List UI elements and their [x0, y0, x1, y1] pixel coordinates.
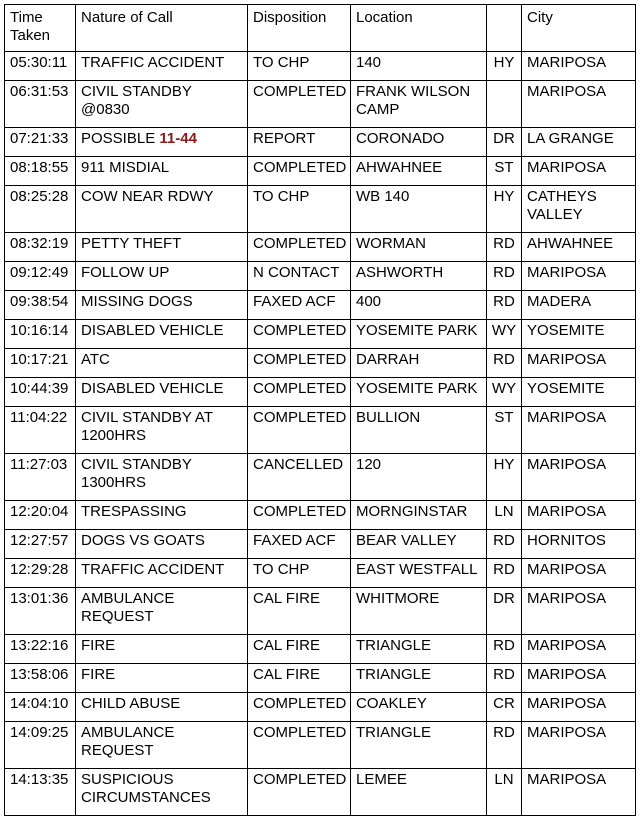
cell-disposition: FAXED ACF [248, 530, 351, 559]
cell-nature: TRAFFIC ACCIDENT [76, 559, 248, 588]
cell-suffix: RD [487, 722, 522, 769]
cell-disposition: CAL FIRE [248, 635, 351, 664]
cell-nature: CHILD ABUSE [76, 693, 248, 722]
table-row [5, 722, 636, 769]
cell-time: 12:20:04 [5, 501, 76, 530]
cell-city: MARIPOSA [522, 722, 636, 769]
cell-suffix: ST [487, 407, 522, 454]
cell-city: MARIPOSA [522, 407, 636, 454]
cell-nature: DISABLED VEHICLE [76, 320, 248, 349]
cell-location: TRIANGLE [351, 635, 487, 664]
cell-city: MARIPOSA [522, 664, 636, 693]
cell-disposition: CANCELLED [248, 454, 351, 501]
call-log-body [5, 52, 636, 816]
cell-location: FRANK WILSON CAMP [351, 81, 487, 128]
cell-city: MARIPOSA [522, 262, 636, 291]
header-row [5, 5, 636, 52]
cell-city: LA GRANGE [522, 128, 636, 157]
cell-suffix: WY [487, 378, 522, 407]
cell-nature: AMBULANCE REQUEST [76, 722, 248, 769]
table-row [5, 693, 636, 722]
cell-disposition: CAL FIRE [248, 664, 351, 693]
cell-suffix: HY [487, 52, 522, 81]
table-row [5, 378, 636, 407]
cell-city: YOSEMITE [522, 378, 636, 407]
cell-location: TRIANGLE [351, 722, 487, 769]
cell-time: 08:25:28 [5, 186, 76, 233]
cell-nature: CIVIL STANDBY 1300HRS [76, 454, 248, 501]
table-row [5, 664, 636, 693]
cell-suffix: DR [487, 128, 522, 157]
cell-time: 14:13:35 [5, 769, 76, 816]
cell-nature-code: 11-44 [159, 130, 197, 147]
cell-city: AHWAHNEE [522, 233, 636, 262]
cell-suffix: LN [487, 501, 522, 530]
cell-disposition: COMPLETED [248, 233, 351, 262]
cell-city: MARIPOSA [522, 157, 636, 186]
cell-city: MADERA [522, 291, 636, 320]
cell-time: 12:29:28 [5, 559, 76, 588]
cell-suffix: RD [487, 349, 522, 378]
cell-disposition: COMPLETED [248, 769, 351, 816]
cell-disposition: COMPLETED [248, 81, 351, 128]
cell-disposition: TO CHP [248, 52, 351, 81]
cell-disposition: TO CHP [248, 559, 351, 588]
cell-time: 08:18:55 [5, 157, 76, 186]
cell-city: CATHEYS VALLEY [522, 186, 636, 233]
cell-city: YOSEMITE [522, 320, 636, 349]
cell-suffix: RD [487, 635, 522, 664]
cell-disposition: COMPLETED [248, 693, 351, 722]
cell-nature: COW NEAR RDWY [76, 186, 248, 233]
cell-nature [76, 128, 248, 157]
cell-location: TRIANGLE [351, 664, 487, 693]
table-row [5, 588, 636, 635]
table-row [5, 157, 636, 186]
cell-disposition: COMPLETED [248, 722, 351, 769]
cell-time: 13:58:06 [5, 664, 76, 693]
cell-time: 14:09:25 [5, 722, 76, 769]
cell-nature: AMBULANCE REQUEST [76, 588, 248, 635]
cell-suffix: WY [487, 320, 522, 349]
cell-nature: FIRE [76, 635, 248, 664]
cell-nature: CIVIL STANDBY @0830 [76, 81, 248, 128]
header-city: City [522, 5, 636, 52]
cell-time: 13:22:16 [5, 635, 76, 664]
cell-time: 12:27:57 [5, 530, 76, 559]
cell-suffix: RD [487, 559, 522, 588]
table-row [5, 52, 636, 81]
table-row [5, 81, 636, 128]
header-location: Location [351, 5, 487, 52]
cell-location: ASHWORTH [351, 262, 487, 291]
cell-time: 09:12:49 [5, 262, 76, 291]
cell-location: MORNGINSTAR [351, 501, 487, 530]
cell-time: 07:21:33 [5, 128, 76, 157]
cell-nature: TRAFFIC ACCIDENT [76, 52, 248, 81]
cell-disposition: COMPLETED [248, 501, 351, 530]
table-row [5, 635, 636, 664]
cell-suffix: DR [487, 588, 522, 635]
cell-disposition: FAXED ACF [248, 291, 351, 320]
header-suffix [487, 5, 522, 52]
table-row [5, 233, 636, 262]
cell-city: HORNITOS [522, 530, 636, 559]
cell-suffix: HY [487, 186, 522, 233]
cell-suffix: RD [487, 262, 522, 291]
table-row [5, 262, 636, 291]
cell-nature-text: POSSIBLE [81, 130, 160, 147]
cell-suffix: RD [487, 664, 522, 693]
cell-nature: CIVIL STANDBY AT 1200HRS [76, 407, 248, 454]
cell-location: EAST WESTFALL [351, 559, 487, 588]
header-time-taken: Time Taken [5, 5, 76, 52]
cell-location: YOSEMITE PARK [351, 320, 487, 349]
cell-nature: 911 MISDIAL [76, 157, 248, 186]
cell-disposition: COMPLETED [248, 407, 351, 454]
cell-location: WB 140 [351, 186, 487, 233]
cell-time: 10:17:21 [5, 349, 76, 378]
cell-time: 10:16:14 [5, 320, 76, 349]
cell-nature: TRESPASSING [76, 501, 248, 530]
cell-time: 11:04:22 [5, 407, 76, 454]
cell-nature: SUSPICIOUS CIRCUMSTANCES [76, 769, 248, 816]
cell-location: YOSEMITE PARK [351, 378, 487, 407]
cell-suffix: CR [487, 693, 522, 722]
cell-city: MARIPOSA [522, 588, 636, 635]
cell-time: 09:38:54 [5, 291, 76, 320]
table-row [5, 501, 636, 530]
table-row [5, 530, 636, 559]
cell-time: 05:30:11 [5, 52, 76, 81]
cell-disposition: COMPLETED [248, 349, 351, 378]
table-row [5, 407, 636, 454]
cell-disposition: REPORT [248, 128, 351, 157]
cell-nature: FIRE [76, 664, 248, 693]
cell-city: MARIPOSA [522, 52, 636, 81]
cell-location: BULLION [351, 407, 487, 454]
call-log-table [4, 4, 636, 816]
cell-suffix: RD [487, 530, 522, 559]
cell-city: MARIPOSA [522, 559, 636, 588]
cell-nature: DOGS VS GOATS [76, 530, 248, 559]
table-row [5, 291, 636, 320]
cell-disposition: N CONTACT [248, 262, 351, 291]
table-row [5, 559, 636, 588]
cell-disposition: TO CHP [248, 186, 351, 233]
header-disposition: Disposition [248, 5, 351, 52]
cell-location: BEAR VALLEY [351, 530, 487, 559]
cell-location: COAKLEY [351, 693, 487, 722]
cell-location: 140 [351, 52, 487, 81]
cell-location: WORMAN [351, 233, 487, 262]
cell-disposition: COMPLETED [248, 320, 351, 349]
cell-disposition: COMPLETED [248, 378, 351, 407]
cell-location: WHITMORE [351, 588, 487, 635]
cell-time: 08:32:19 [5, 233, 76, 262]
cell-location: LEMEE [351, 769, 487, 816]
cell-location: AHWAHNEE [351, 157, 487, 186]
cell-location: CORONADO [351, 128, 487, 157]
table-row [5, 128, 636, 157]
table-row [5, 186, 636, 233]
cell-disposition: COMPLETED [248, 157, 351, 186]
cell-city: MARIPOSA [522, 454, 636, 501]
table-row [5, 349, 636, 378]
cell-location: 400 [351, 291, 487, 320]
cell-location: 120 [351, 454, 487, 501]
cell-city: MARIPOSA [522, 501, 636, 530]
cell-city: MARIPOSA [522, 693, 636, 722]
cell-city: MARIPOSA [522, 349, 636, 378]
cell-time: 11:27:03 [5, 454, 76, 501]
cell-suffix: HY [487, 454, 522, 501]
cell-time: 13:01:36 [5, 588, 76, 635]
cell-time: 10:44:39 [5, 378, 76, 407]
cell-location: DARRAH [351, 349, 487, 378]
cell-city: MARIPOSA [522, 635, 636, 664]
table-row [5, 769, 636, 816]
table-row [5, 320, 636, 349]
cell-nature: ATC [76, 349, 248, 378]
cell-suffix: ST [487, 157, 522, 186]
cell-nature: PETTY THEFT [76, 233, 248, 262]
cell-suffix: LN [487, 769, 522, 816]
cell-suffix: RD [487, 233, 522, 262]
cell-time: 06:31:53 [5, 81, 76, 128]
cell-time: 14:04:10 [5, 693, 76, 722]
cell-city: MARIPOSA [522, 769, 636, 816]
table-row [5, 454, 636, 501]
cell-nature: MISSING DOGS [76, 291, 248, 320]
cell-nature: DISABLED VEHICLE [76, 378, 248, 407]
cell-nature: FOLLOW UP [76, 262, 248, 291]
cell-suffix [487, 81, 522, 128]
cell-suffix: RD [487, 291, 522, 320]
header-nature-of-call: Nature of Call [76, 5, 248, 52]
cell-city: MARIPOSA [522, 81, 636, 128]
cell-disposition: CAL FIRE [248, 588, 351, 635]
